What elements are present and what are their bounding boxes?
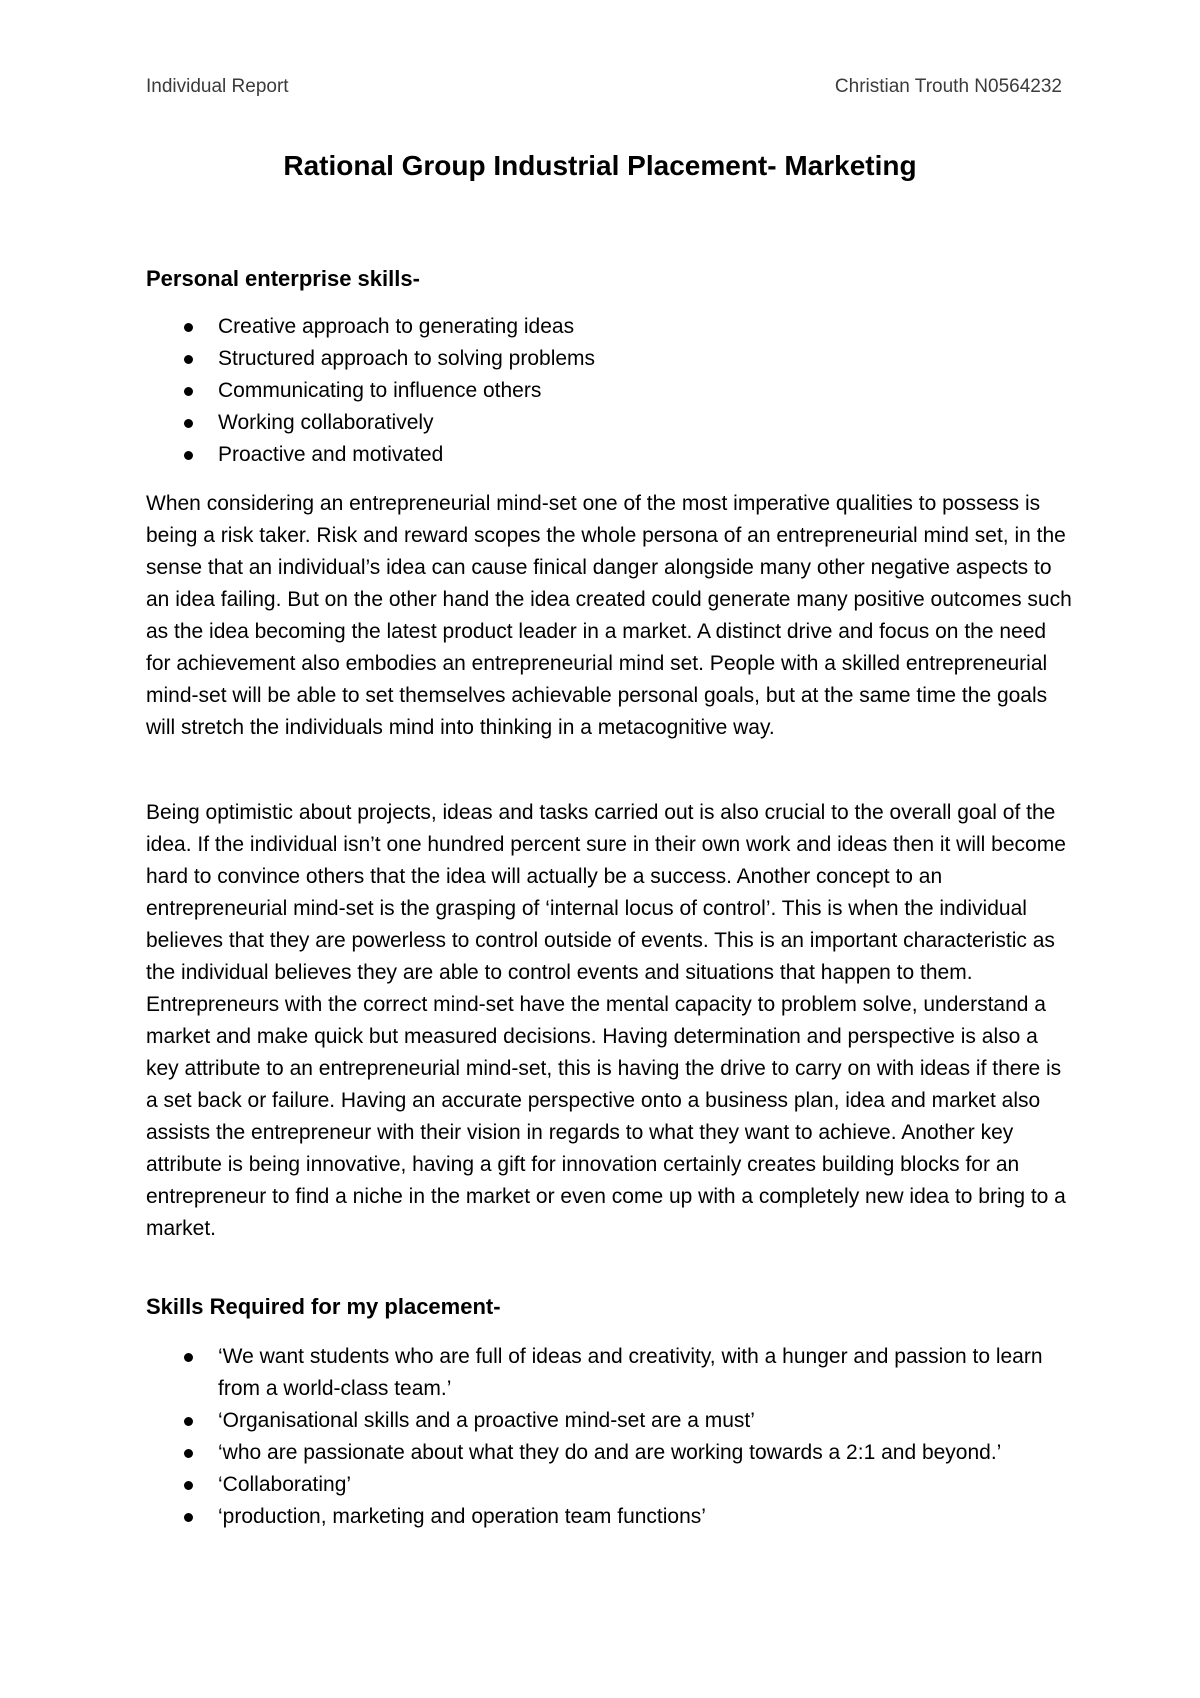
bullet-icon [184, 323, 193, 332]
list-item-text: ‘We want students who are full of ideas and creativity, with a hunger and passion to learn from a world-class team.’ [218, 1345, 1043, 1400]
list-item [146, 343, 1066, 375]
list-item [146, 1341, 1066, 1405]
enterprise-skills-list [146, 311, 1066, 471]
list-item [146, 1405, 1066, 1437]
list-item [146, 1501, 1066, 1533]
list-item-text: ‘Collaborating’ [218, 1473, 352, 1496]
list-item [146, 1437, 1066, 1469]
list-item-text: Communicating to influence others [218, 379, 542, 402]
list-item-text: ‘production, marketing and operation team functions’ [218, 1505, 706, 1528]
bullet-icon [184, 451, 193, 460]
list-item [146, 407, 1066, 439]
list-item-text: Proactive and motivated [218, 443, 444, 466]
bullet-icon [184, 355, 193, 364]
bullet-icon [184, 1481, 193, 1490]
section-heading-placement-skills: Skills Required for my placement- [146, 1294, 501, 1319]
list-item-text: Creative approach to generating ideas [218, 315, 575, 338]
bullet-icon [184, 419, 193, 428]
list-item [146, 439, 1066, 471]
bullet-icon [184, 1513, 193, 1522]
list-item-text: Structured approach to solving problems [218, 347, 596, 370]
list-item [146, 1469, 1066, 1501]
document-title: Rational Group Industrial Placement- Marketing [283, 150, 917, 181]
bullet-icon [184, 1417, 193, 1426]
bullet-icon [184, 1449, 193, 1458]
paragraph-optimism-and-control: Being optimistic about projects, ideas and tasks carried out is also crucial to the overall goal of the idea. If the individual isn’t one hundred percent sure in their own work and ideas then it will become hard to convince others that the idea will actually be a success. Another concept to an entrepreneurial mind-set is the grasping of ‘internal locus of control’. This is when the individual believes that they are powerless to control outside of events. This is an important characteristic as the individual believes they are able to control events and situations that happen to them. Entrepreneurs with the correct mind-set have the mental capacity to problem solve, understand a market and make quick but measured decisions. Having determination and perspective is also a key attribute to an entrepreneurial mind-set, this is having the drive to carry on with ideas if there is a set back or failure. Having an accurate perspective onto a business plan, idea and market also assists the entrepreneur with their vision in regards to what they want to achieve. Another key attribute is being innovative, having a gift for innovation certainly creates building blocks for an entrepreneur to find a niche in the market or even come up with a completely new idea to bring to a market. [146, 801, 1066, 1240]
list-item-text: ‘who are passionate about what they do and are working towards a 2:1 and beyond.’ [218, 1441, 1002, 1464]
bullet-icon [184, 387, 193, 396]
section-heading-enterprise-skills: Personal enterprise skills- [146, 266, 420, 291]
paragraph-entrepreneurial-mindset: When considering an entrepreneurial mind-set one of the most imperative qualities to possess is being a risk taker. Risk and reward scopes the whole persona of an entrepreneurial mind set, in the sense that an individual’s idea can cause finical danger alongside many other negative aspects to an idea failing. But on the other hand the idea created could generate many positive outcomes such as the idea becoming the latest product leader in a market. A distinct drive and focus on the need for achievement also embodies an entrepreneurial mind set. People with a skilled entrepreneurial mind-set will be able to set themselves achievable personal goals, but at the same time the goals will stretch the individuals mind into thinking in a metacognitive way. [146, 492, 1072, 739]
placement-skills-list [146, 1341, 1066, 1533]
list-item [146, 311, 1066, 343]
bullet-icon [184, 1353, 193, 1362]
list-item [146, 375, 1066, 407]
header-author-id: Christian Trouth N0564232 [834, 76, 1062, 97]
header-document-type: Individual Report [146, 76, 289, 97]
list-item-text: Working collaboratively [218, 411, 434, 434]
list-item-text: ‘Organisational skills and a proactive mind-set are a must’ [218, 1409, 755, 1432]
